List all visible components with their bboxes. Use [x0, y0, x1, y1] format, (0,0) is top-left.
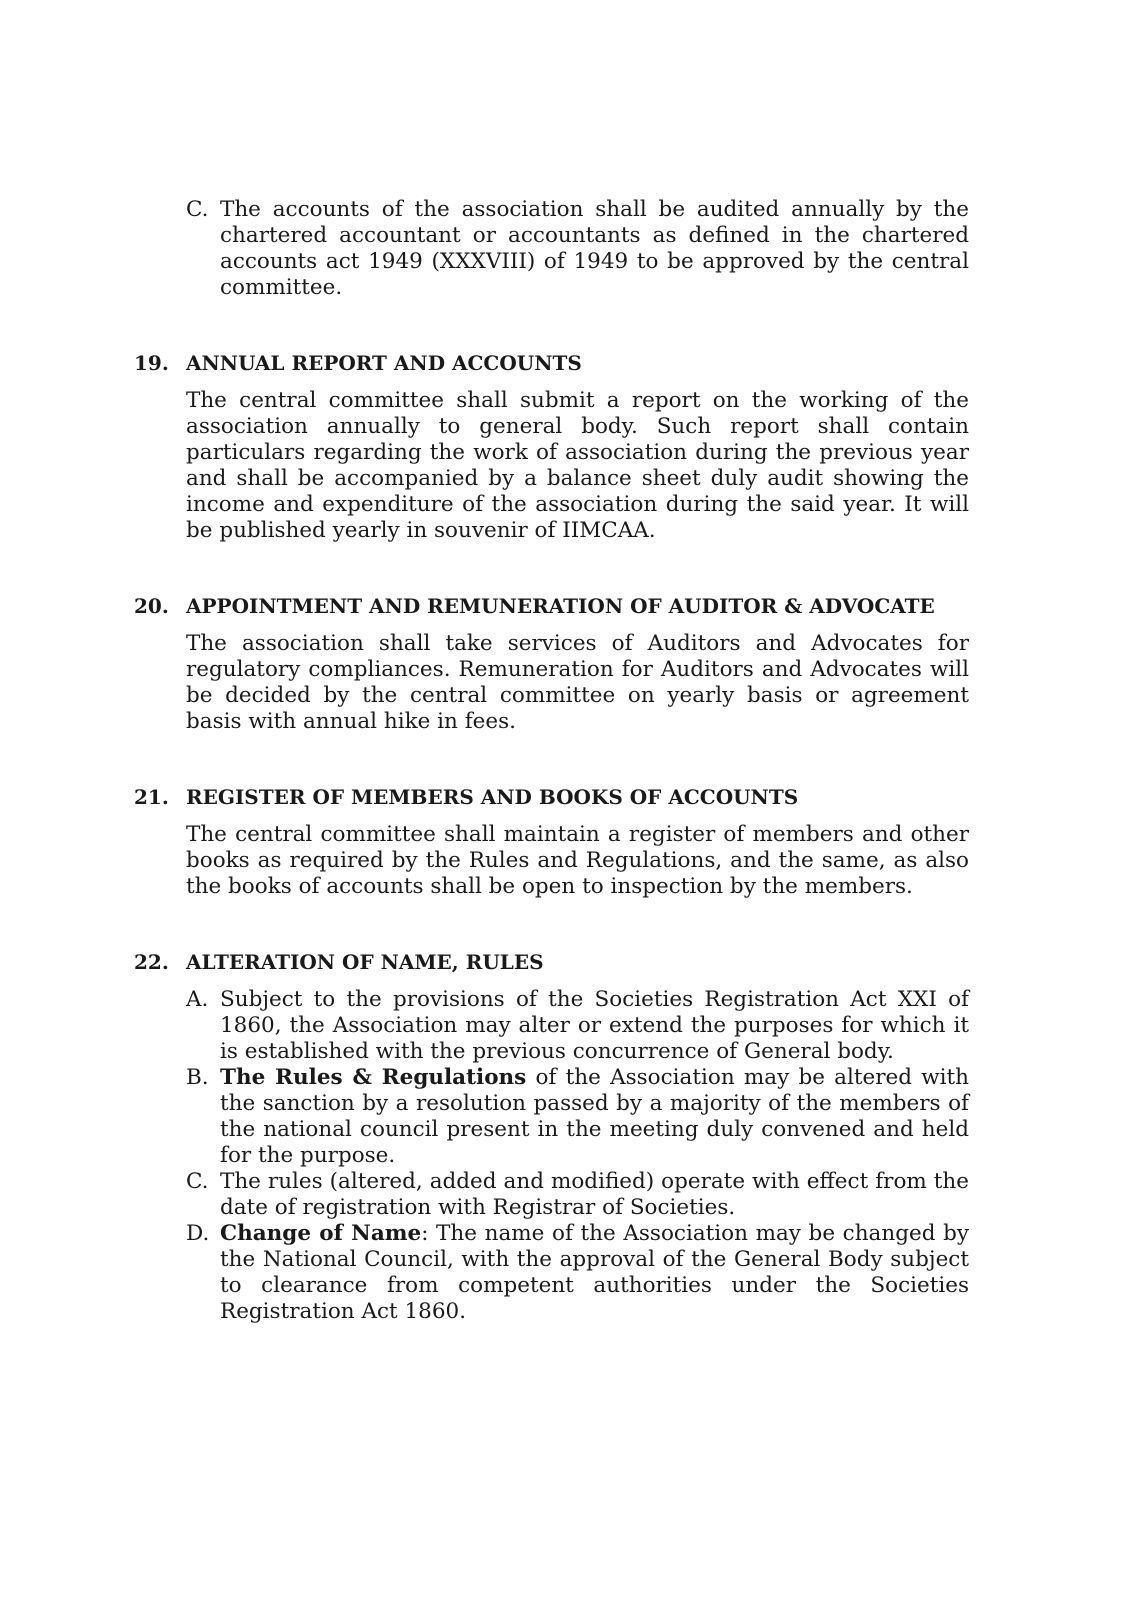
list-text	[220, 1221, 969, 1325]
section-number: 22.	[134, 950, 169, 974]
section-heading	[134, 350, 969, 376]
section-title: APPOINTMENT AND REMUNERATION OF AUDITOR & ADVOCATE	[186, 594, 935, 618]
list-bold-lead: The Rules & Regulations	[220, 1065, 527, 1090]
list-marker: C.	[186, 197, 209, 222]
list-marker: A.	[186, 987, 209, 1012]
list-item-c	[186, 1169, 969, 1221]
list-marker: C.	[186, 1169, 209, 1194]
list-marker: D.	[186, 1221, 210, 1246]
section-number: 19.	[134, 351, 169, 375]
list-text: The rules (altered, added and modified) operate with effect from the date of registration with Registrar of Societies.	[220, 1169, 969, 1220]
section-20	[134, 593, 969, 735]
section-number: 20.	[134, 594, 169, 618]
list-text: The accounts of the association shall be audited annually by the chartered accountant or accountants as defined in the chartered accounts act 1949 (XXXVIII) of 1949 to be approved by the central committee.	[220, 197, 969, 300]
section-title: ALTERATION OF NAME, RULES	[186, 950, 544, 974]
section-body: The central committee shall maintain a register of members and other books as required by the Rules and Regulations, and the same, as also the books of accounts shall be open to inspection by the members.	[186, 822, 969, 899]
section-22	[134, 949, 969, 1325]
document-content	[134, 197, 969, 1325]
list-text-rest: of the Association may be altered with the sanction by a resolution passed by a majority of the members of the national council present in the meeting duly convened and held for the purpose.	[220, 1065, 969, 1168]
list-item-b	[186, 1065, 969, 1169]
list-item-c-accounts-audit	[186, 197, 969, 301]
section-body: The association shall take services of Auditors and Advocates for regulatory compliances. Remuneration for Auditors and Advocates will be decided by the central committee on yearly basis or agreement basis with annual hike in fees.	[186, 631, 969, 734]
list-marker: B.	[186, 1065, 209, 1090]
list-bold-lead: Change of Name	[220, 1221, 422, 1246]
list-text-rest: : The name of the Association may be changed by the National Council, with the approval of the General Body subject to clearance from competent authorities under the Societies Registration Act 1860.	[220, 1221, 970, 1324]
list-item-a	[186, 987, 969, 1065]
section-title: ANNUAL REPORT AND ACCOUNTS	[186, 351, 582, 375]
list-item-d	[186, 1221, 969, 1325]
list-text: Subject to the provisions of the Societies Registration Act XXI of 1860, the Association may alter or extend the purposes for which it is established with the previous concurrence of General body.	[220, 987, 969, 1064]
section-heading	[134, 784, 969, 810]
section-heading	[134, 593, 969, 619]
list-text	[220, 1065, 969, 1169]
section-body: The central committee shall submit a report on the working of the association annually to general body. Such report shall contain particulars regarding the work of association during the previous year and shall be accompanied by a balance sheet duly audit showing the income and expenditure of the association during the said year. It will be published yearly in souvenir of IIMCAA.	[186, 388, 969, 543]
section-heading	[134, 949, 969, 975]
section-number: 21.	[134, 785, 169, 809]
section-19	[134, 350, 969, 544]
section-title: REGISTER OF MEMBERS AND BOOKS OF ACCOUNTS	[186, 785, 799, 809]
section-21	[134, 784, 969, 900]
